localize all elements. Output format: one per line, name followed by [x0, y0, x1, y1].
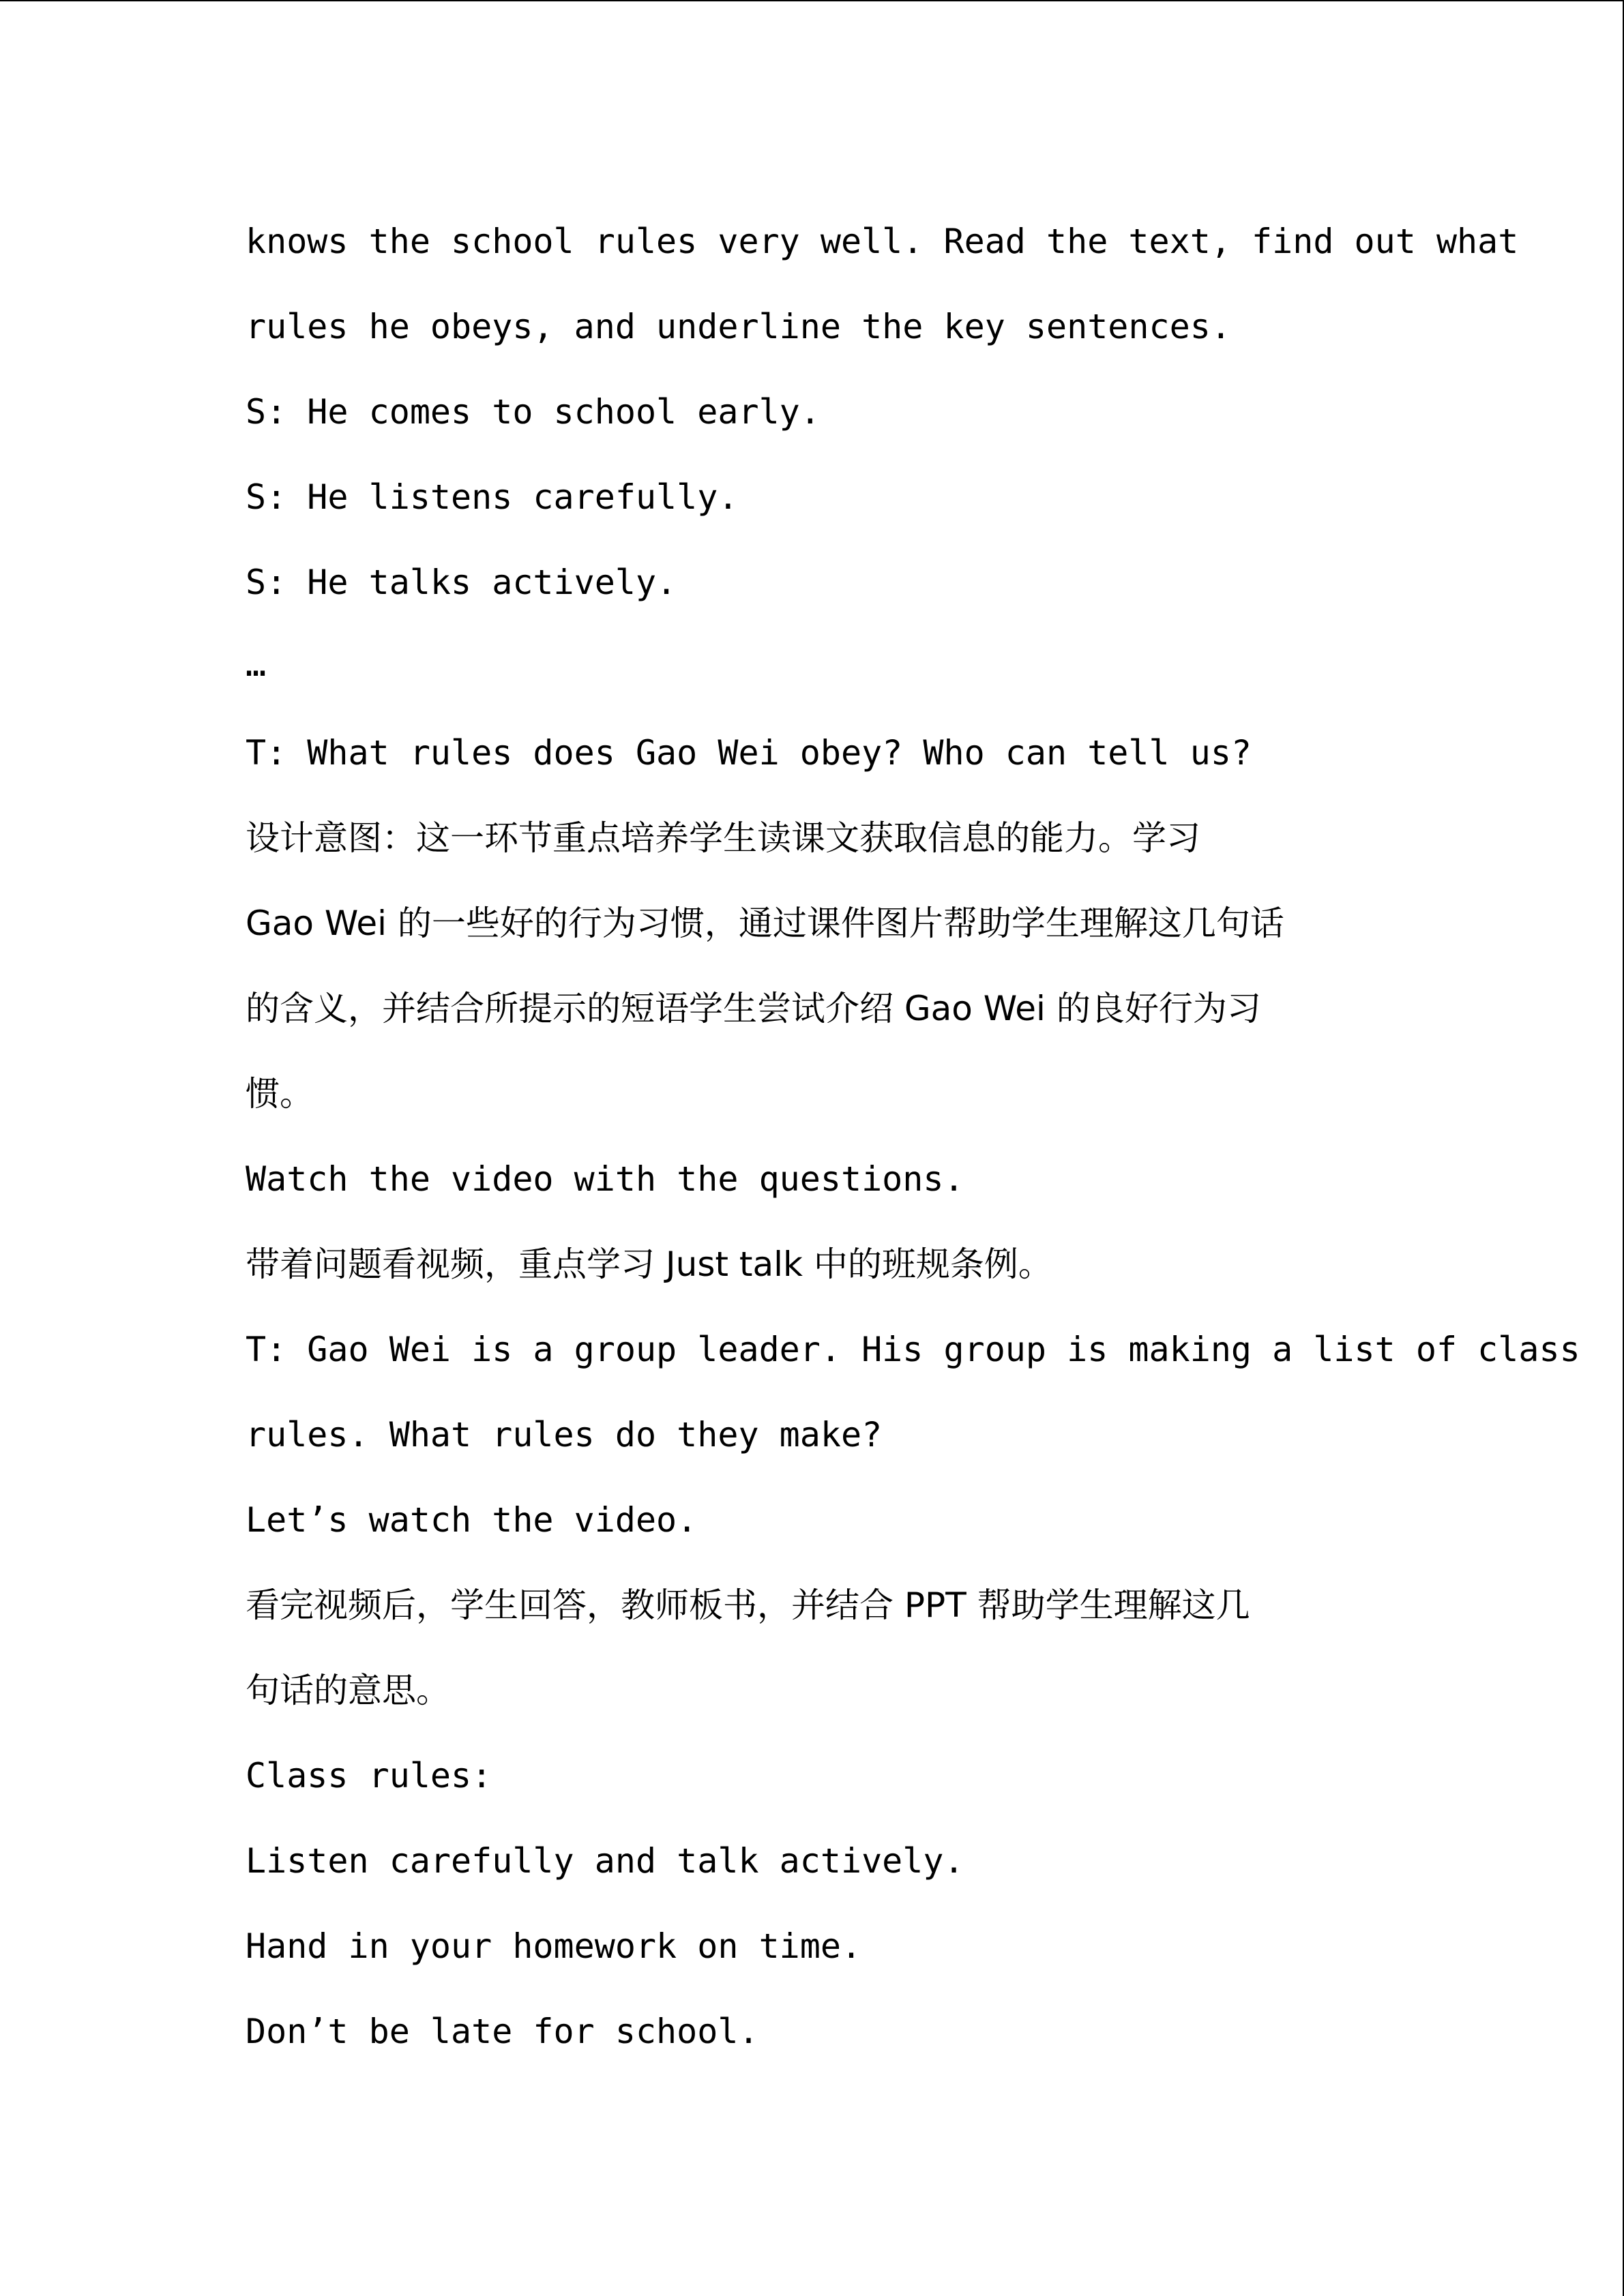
class-rule-1: Listen carefully and talk actively.	[246, 1841, 964, 1881]
video-instruction: Watch the video with the questions.	[246, 1159, 964, 1199]
design-intent-line-1: 设计意图：这一环节重点培养学生读课文获取信息的能力。学习	[246, 818, 1200, 858]
paragraph-line-1: knows the school rules very well. Read the text, find out what	[246, 222, 1519, 261]
after-video-line-1: 看完视频后，学生回答，教师板书，并结合 PPT 帮助学生理解这几	[246, 1585, 1250, 1625]
design-intent-line-4: 惯。	[246, 1074, 314, 1114]
design-intent-line-3: 的含义，并结合所提示的短语学生尝试介绍 Gao Wei 的良好行为习	[246, 989, 1261, 1028]
video-instruction-cn: 带着问题看视频，重点学习 Just talk 中的班规条例。	[246, 1244, 1052, 1284]
teacher-intro-line-1: T: Gao Wei is a group leader. His group is making a list of class	[246, 1330, 1580, 1369]
class-rule-3: Don’t be late for school.	[246, 2012, 759, 2051]
paragraph-line-2: rules he obeys, and underline the key sentences.	[246, 307, 1231, 346]
watch-prompt: Let’s watch the video.	[246, 1500, 698, 1540]
student-answer-3: S: He talks actively.	[246, 563, 677, 602]
design-intent-line-2: Gao Wei 的一些好的行为习惯，通过课件图片帮助学生理解这几句话	[246, 904, 1284, 943]
student-answer-2: S: He listens carefully.	[246, 477, 739, 517]
student-answer-1: S: He comes to school early.	[246, 392, 821, 432]
ellipsis-line: …	[246, 644, 267, 684]
after-video-line-2: 句话的意思。	[246, 1671, 450, 1710]
teacher-question: T: What rules does Gao Wei obey? Who can tell us?	[246, 733, 1252, 773]
class-rules-heading: Class rules:	[246, 1756, 492, 1795]
class-rule-2: Hand in your homework on time.	[246, 1926, 862, 1966]
teacher-intro-line-2: rules. What rules do they make?	[246, 1415, 883, 1455]
